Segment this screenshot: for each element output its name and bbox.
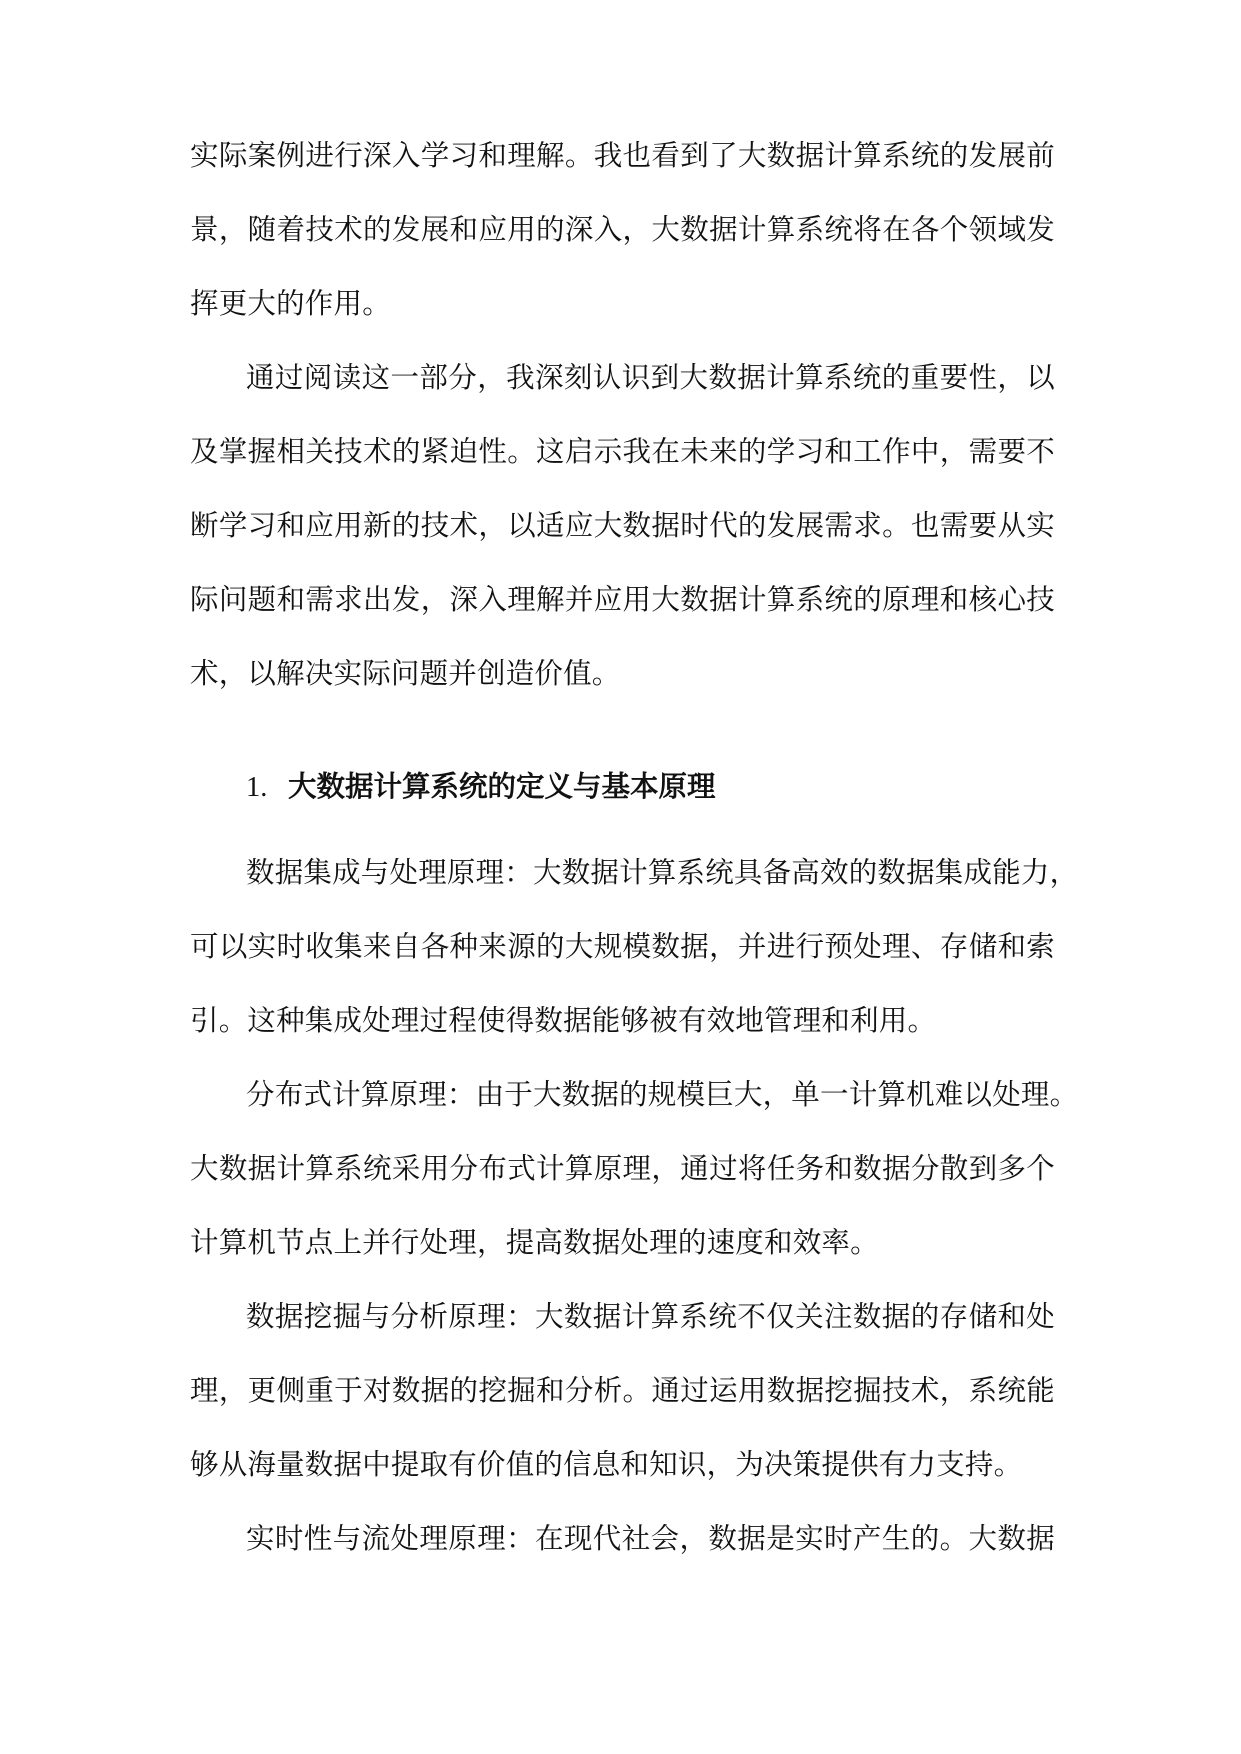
paragraph-line: 计算机节点上并行处理，提高数据处理的速度和效率。 (190, 1226, 879, 1259)
paragraph-line: 通过阅读这一部分，我深刻认识到大数据计算系统的重要性，以 (246, 361, 1055, 394)
paragraph-line: 数据集成与处理原理：大数据计算系统具备高效的数据集成能力， (246, 856, 1079, 889)
paragraph-line: 际问题和需求出发，深入理解并应用大数据计算系统的原理和核心技 (190, 583, 1055, 616)
paragraph-line: 大数据计算系统采用分布式计算原理，通过将任务和数据分散到多个 (190, 1152, 1055, 1185)
paragraph-line: 实时性与流处理原理：在现代社会，数据是实时产生的。大数据 (246, 1522, 1055, 1555)
section-title: 大数据计算系统的定义与基本原理 (288, 770, 716, 803)
paragraph-line: 及掌握相关技术的紧迫性。这启示我在未来的学习和工作中，需要不 (190, 435, 1055, 468)
paragraph-line: 断学习和应用新的技术，以适应大数据时代的发展需求。也需要从实 (190, 509, 1055, 542)
paragraph-line: 景，随着技术的发展和应用的深入，大数据计算系统将在各个领域发 (190, 213, 1055, 246)
section-heading (246, 767, 716, 807)
paragraph-line: 数据挖掘与分析原理：大数据计算系统不仅关注数据的存储和处 (246, 1300, 1055, 1333)
section-number: 1. (246, 772, 268, 803)
paragraph-line: 可以实时收集来自各种来源的大规模数据，并进行预处理、存储和索 (190, 930, 1055, 963)
paragraph-line: 实际案例进行深入学习和理解。我也看到了大数据计算系统的发展前 (190, 139, 1055, 172)
paragraph-line: 挥更大的作用。 (190, 287, 391, 320)
paragraph-line: 引。这种集成处理过程使得数据能够被有效地管理和利用。 (190, 1004, 937, 1037)
paragraph-line: 理，更侧重于对数据的挖掘和分析。通过运用数据挖掘技术，系统能 (190, 1374, 1055, 1407)
paragraph-line: 分布式计算原理：由于大数据的规模巨大，单一计算机难以处理。 (246, 1078, 1079, 1111)
paragraph-line: 术，以解决实际问题并创造价值。 (190, 657, 621, 690)
paragraph-line: 够从海量数据中提取有价值的信息和知识，为决策提供有力支持。 (190, 1448, 1023, 1481)
